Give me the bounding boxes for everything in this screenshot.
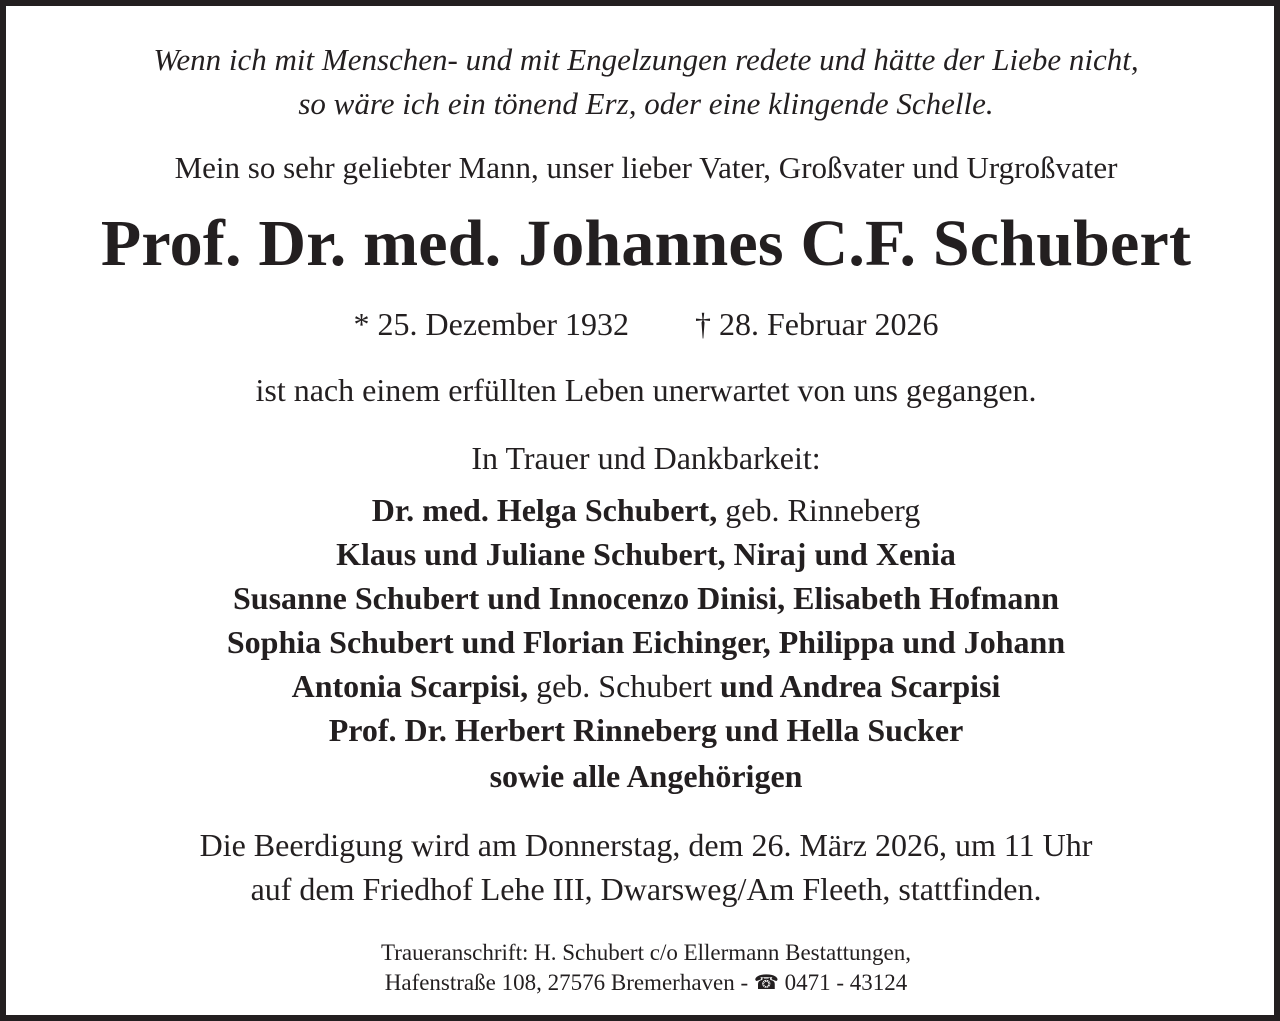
mourner-row-7: sowie alle Angehörigen (489, 758, 803, 794)
quote-line-2: so wäre ich ein tönend Erz, oder eine klingende Schelle. (298, 86, 994, 121)
mourner-note: geb. Schubert (528, 668, 721, 704)
mourner-row-2: Klaus und Juliane Schubert, Niraj und Xenia (336, 536, 956, 572)
quote-line-1: Wenn ich mit Menschen- und mit Engelzungen redete und hätte der Liebe nicht, (153, 42, 1139, 77)
deceased-name: Prof. Dr. med. Johannes C.F. Schubert (100, 207, 1192, 280)
birth-date: * 25. Dezember 1932 (353, 306, 629, 342)
life-dates (6, 308, 1280, 340)
mourner-name: und Andrea Scarpisi (720, 668, 1001, 704)
mourner-row-1 (6, 494, 1280, 526)
mourner-row-3: Susanne Schubert und Innocenzo Dinisi, Elisabeth Hofmann (233, 580, 1059, 616)
mourner-row-5 (6, 670, 1280, 702)
intro-text: Mein so sehr geliebter Mann, unser lieber Vater, Großvater und Urgroßvater (174, 150, 1118, 185)
death-date: † 28. Februar 2026 (694, 306, 939, 342)
mourner-row-6: Prof. Dr. Herbert Rinneberg und Hella Sucker (328, 712, 964, 748)
mourner-note: geb. Rinneberg (717, 492, 921, 528)
mourner-name: Antonia Scarpisi, (291, 668, 529, 704)
mourner-row-4: Sophia Schubert und Florian Eichinger, Philippa und Johann (226, 624, 1066, 660)
mourner-name: Dr. med. Helga Schubert, (371, 492, 718, 528)
funeral-line-1: Die Beerdigung wird am Donnerstag, dem 26. März 2026, um 11 Uhr (199, 827, 1093, 863)
phone-number: 0471 - 43124 (778, 970, 908, 995)
address-line-2 (6, 971, 1280, 994)
telephone-icon: ☎ (753, 970, 779, 994)
address-street: Hafenstraße 108, 27576 Bremerhaven - (384, 970, 754, 995)
address-line-1: Traueranschrift: H. Schubert c/o Ellermann Bestattungen, (381, 940, 911, 965)
mourning-heading: In Trauer und Dankbarkeit: (471, 440, 821, 476)
funeral-line-2: auf dem Friedhof Lehe III, Dwarsweg/Am Fleeth, stattfinden. (250, 871, 1042, 907)
passed-text: ist nach einem erfüllten Leben unerwartet von uns gegangen. (255, 372, 1037, 408)
